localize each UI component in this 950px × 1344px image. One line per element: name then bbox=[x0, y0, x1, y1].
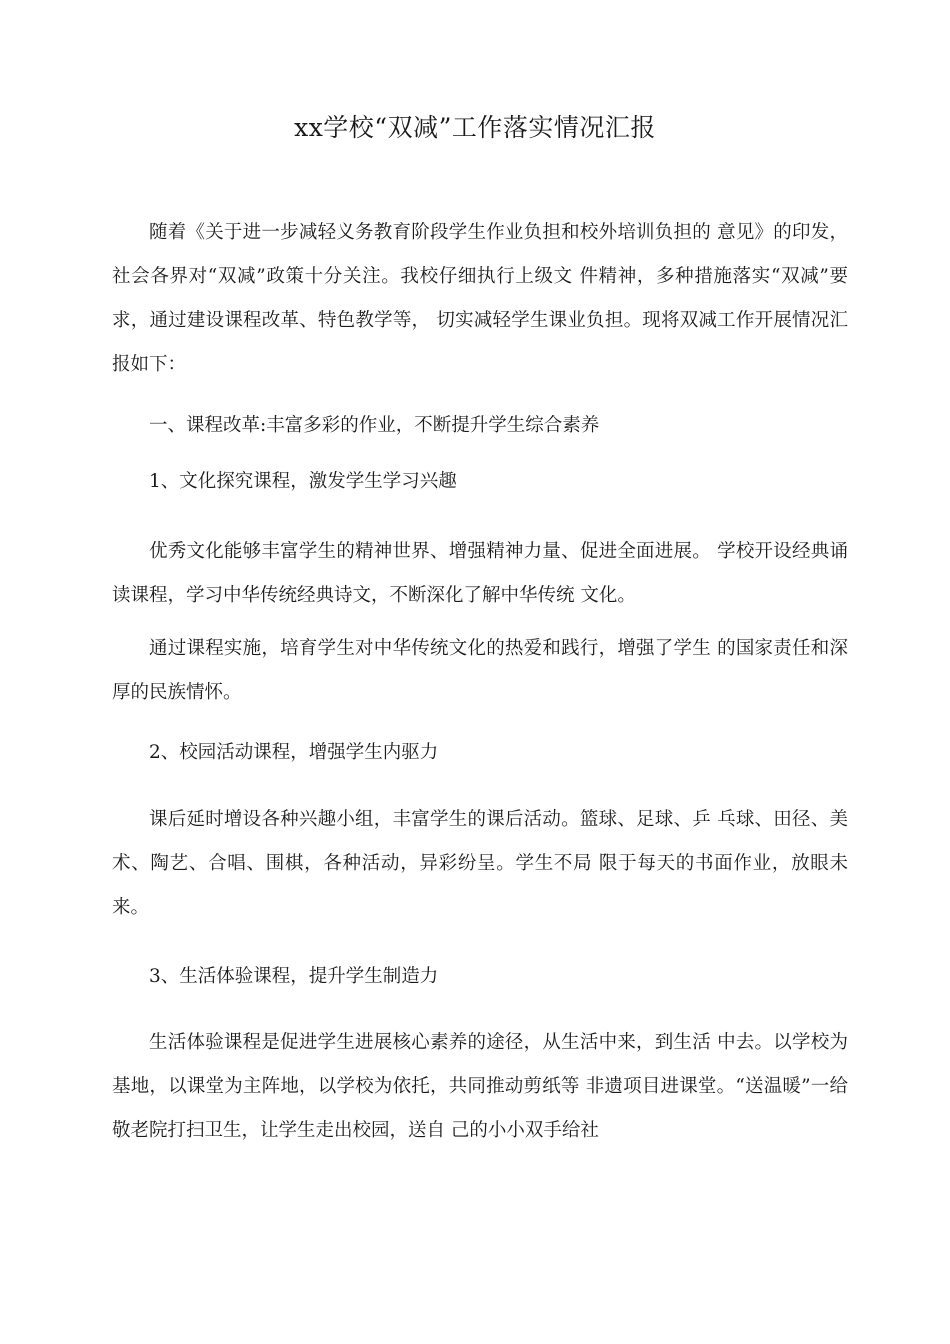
subsection-1-paragraph-1 bbox=[112, 530, 848, 618]
subsection-3-paragraph bbox=[112, 1021, 848, 1153]
subsection-1-paragraph-1-text: 优秀文化能够丰富学生的精神世界、增强精神力量、促进全面进展。 学校开设经典诵读课程，学习中华传统经典诗文，不断深化了解中华传统 文化。 bbox=[112, 541, 848, 606]
intro-text: 随着《关于进一步减轻义务教育阶段学生作业负担和校外培训负担的 意见》的印发，社会各界对“双减”政策十分关注。我校仔细执行上级文 件精神，多种措施落实“双减”要求，通过建设课程改革、特色教学等， 切实减轻学生课业负担。现将双减工作开展情况汇报如下： bbox=[112, 222, 848, 375]
subsection-1-heading: 1、文化探究课程，激发学生学习兴趣 bbox=[149, 471, 457, 492]
subsection-2-paragraph-text: 课后延时增设各种兴趣小组，丰富学生的课后活动。篮球、足球、乒 乓球、田径、美术、陶艺、合唱、围棋，各种活动，异彩纷呈。学生不局 限于每天的书面作业，放眼未来。 bbox=[112, 809, 848, 918]
document-title: xx学校“双减”工作落实情况汇报 bbox=[294, 113, 656, 142]
subsection-1-paragraph-2 bbox=[112, 627, 848, 715]
subsection-2-heading: 2、校园活动课程，增强学生内驱力 bbox=[149, 742, 439, 763]
section-1-heading: 一、课程改革:丰富多彩的作业，不断提升学生综合素养 bbox=[149, 415, 600, 436]
subsection-2-heading-block bbox=[112, 731, 848, 775]
intro-paragraph bbox=[112, 211, 848, 387]
subsection-1-paragraph-2-text: 通过课程实施，培育学生对中华传统文化的热爱和践行，增强了学生 的国家责任和深厚的民族情怀。 bbox=[112, 638, 848, 703]
subsection-3-heading-block bbox=[112, 955, 848, 999]
subsection-2-paragraph bbox=[112, 798, 848, 930]
section-1-heading-block bbox=[112, 404, 848, 448]
subsection-3-heading: 3、生活体验课程，提升学生制造力 bbox=[149, 966, 439, 987]
subsection-1-heading-block bbox=[112, 460, 848, 504]
subsection-3-paragraph-text: 生活体验课程是促进学生进展核心素养的途径，从生活中来，到生活 中去。以学校为基地，以课堂为主阵地，以学校为依托，共同推动剪纸等 非遗项目进课堂。“送温暖”一给敬老院打扫卫生，让学生走出校园，送自 己的小小双手给社 bbox=[112, 1032, 848, 1141]
